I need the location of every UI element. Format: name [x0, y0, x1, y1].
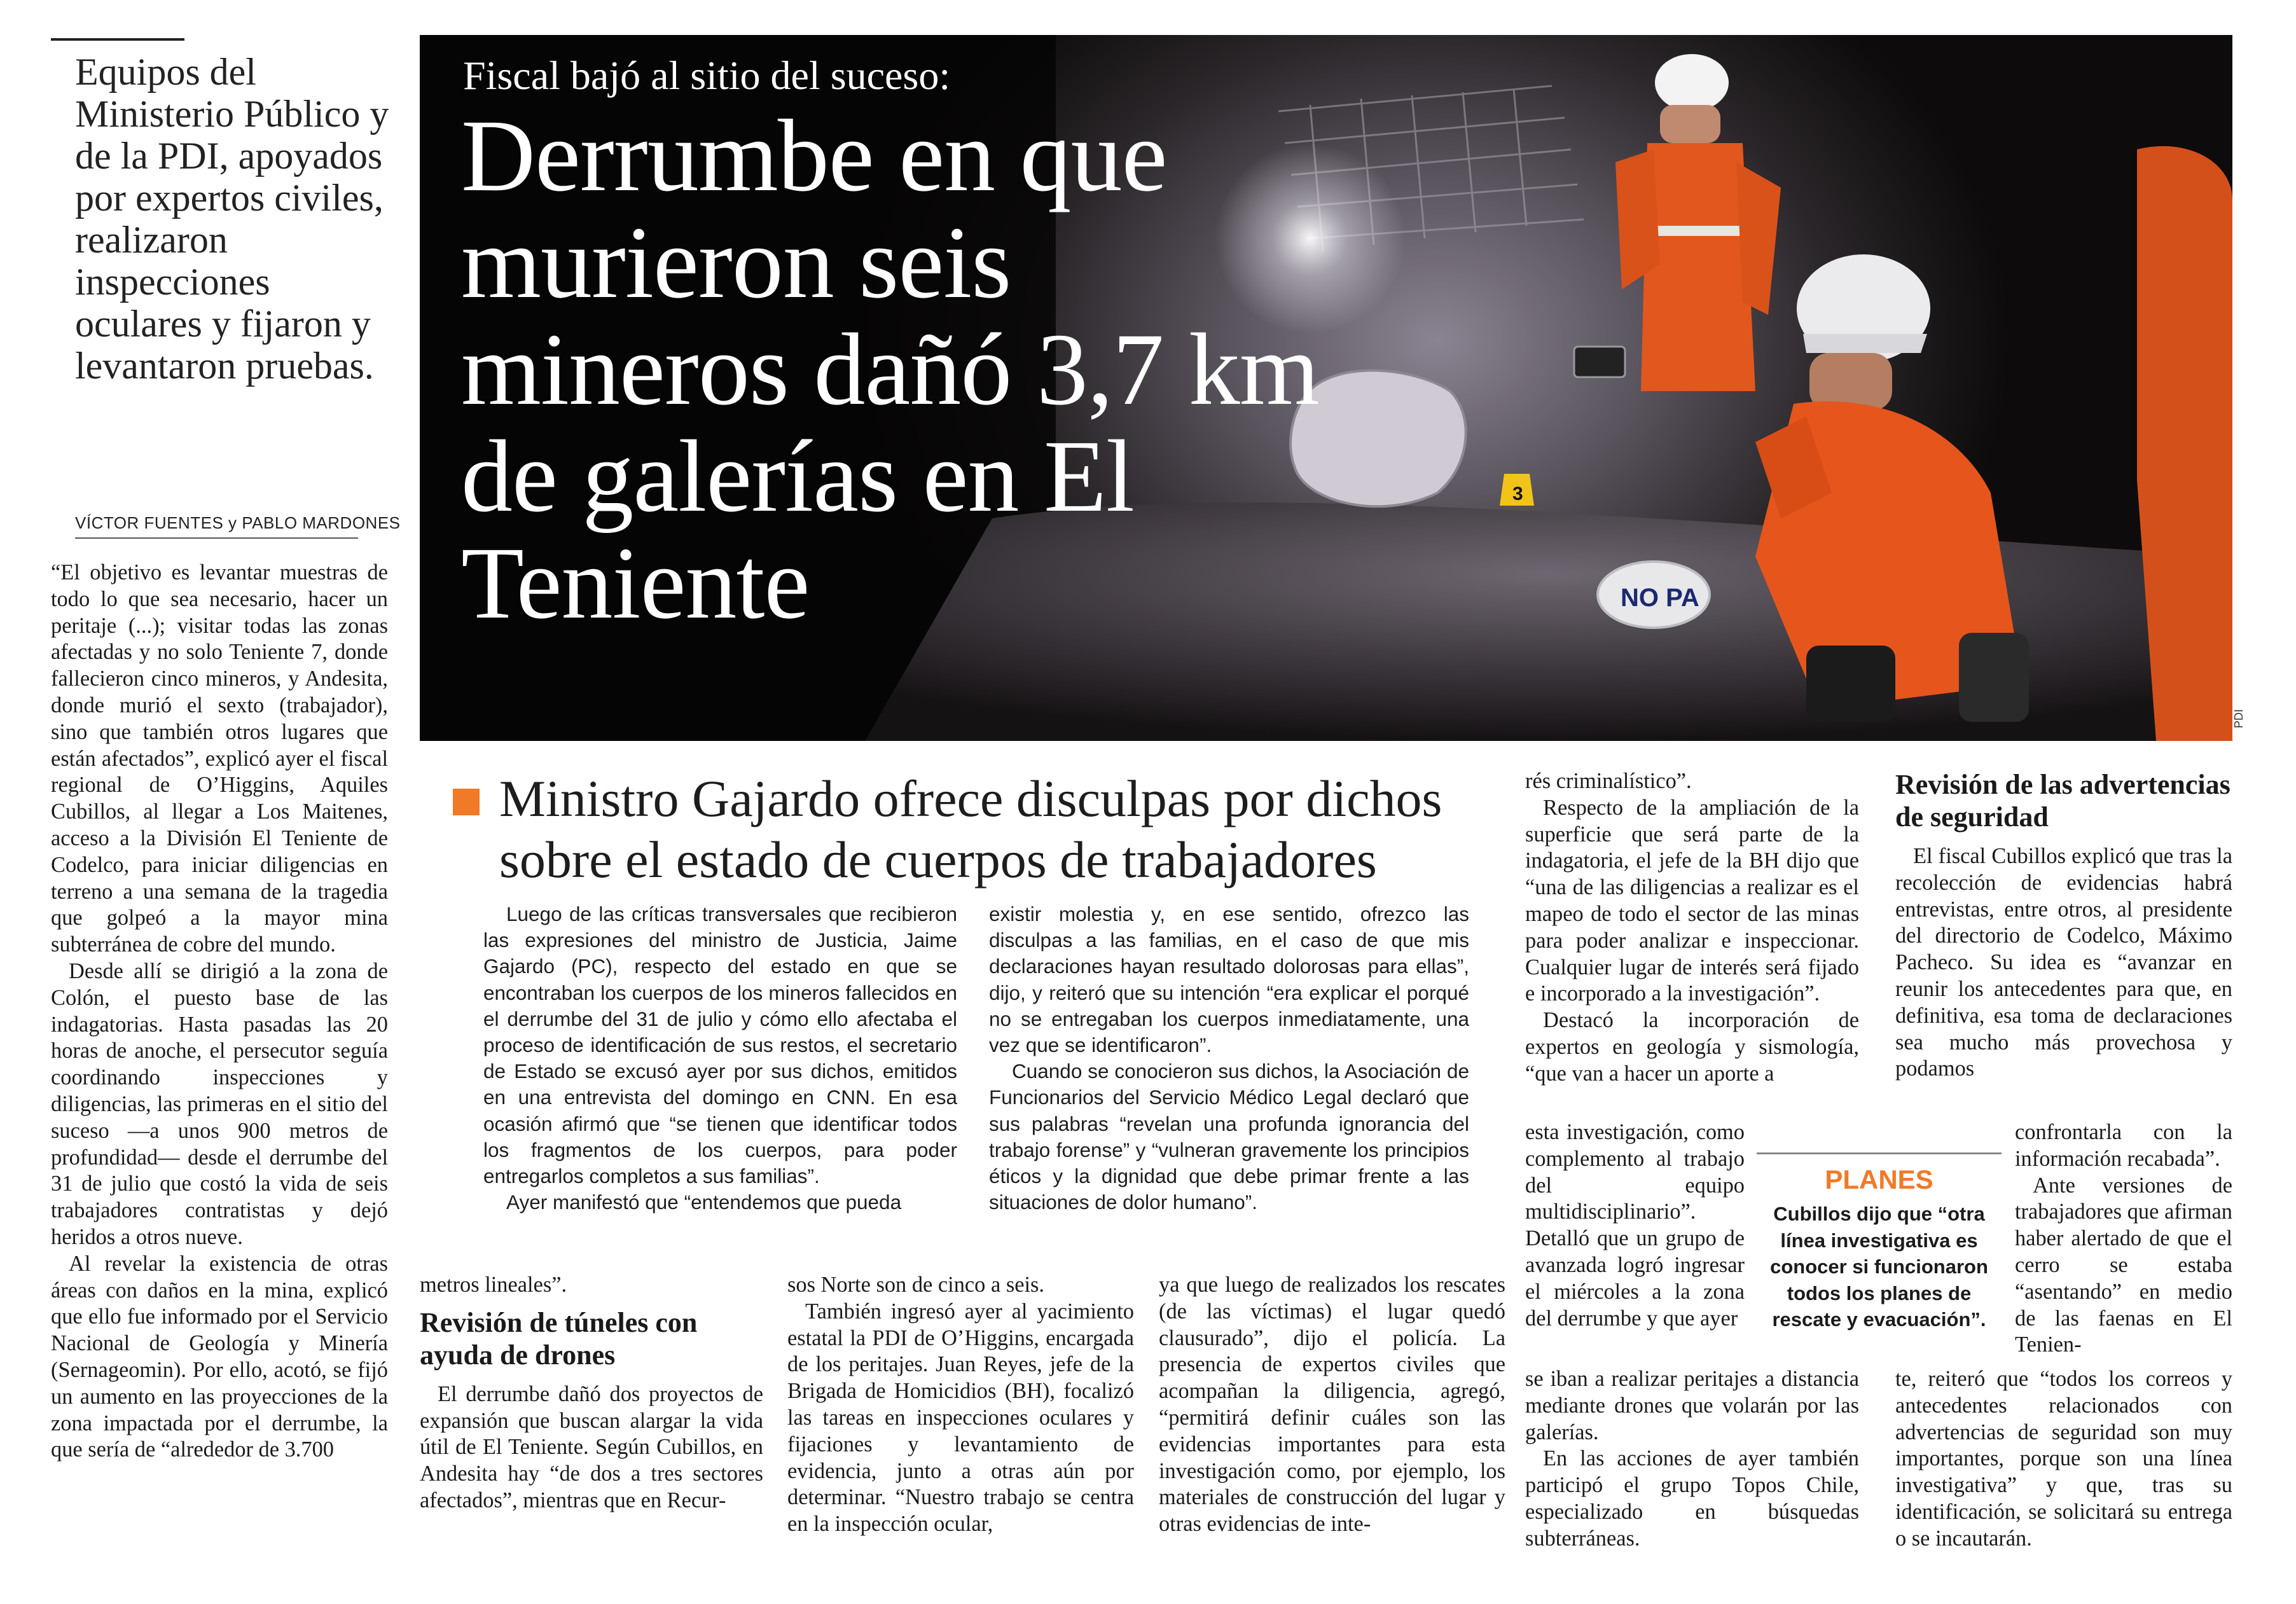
phone-camera [1574, 347, 1625, 377]
crouching-worker [1755, 254, 2029, 722]
main-story-column-d-bottom [1525, 1366, 1859, 1552]
main-story-column-d-wrap [1525, 1119, 1745, 1332]
paragraph: Ante versiones de trabajadores que afirman haber alertado de que el cerro se estaba “asentando” en medio de las faenas en El Tenien- [2015, 1173, 2232, 1357]
main-story-column-e-wrap [2015, 1119, 2232, 1359]
main-story-column-e-top [1895, 768, 2232, 1082]
sidebar-summary: Equipos del Ministerio Público y de la PDI, apoyados por expertos civiles, realizaron inspecciones oculares y fijaron y levantaron pruebas. [75, 51, 389, 387]
main-story-column-e-bottom [1895, 1366, 2232, 1552]
paragraph: sos Norte son de cinco a seis. [787, 1273, 1045, 1297]
headline: Derrumbe en que murieron seis mineros dañó 3,7 km de galerías en El Teniente [461, 99, 1319, 640]
pull-quote-text: Cubillos dijo que “otra línea investigativa es conocer si funcionaron todos los planes de rescate y evacuación”. [1770, 1203, 1988, 1331]
paragraph: Al revelar la existencia de otras áreas con daños en la mina, explicó que ello fue informado por el Servicio Nacional de Geología y Minería (Sernageomin). Por ello, acotó, se fijó un aumento en las proyecciones de la zona impactada por el derrumbe, la que sería de “alrededor de 3.700 [51, 1251, 388, 1462]
main-story-column-c [1159, 1272, 1505, 1538]
main-story-column-a [420, 1272, 763, 1514]
pull-quote-label: PLANES [1825, 1165, 1933, 1194]
paragraph: Luego de las críticas transversales que recibieron las expresiones del ministro de Justicia, Jaime Gajardo (PC), respecto del estado en que se encontraban los cuerpos de los mineros fallecidos en el derrumbe del 31 de julio y cómo ello afectaba el proceso de identificación de sus restos, el secretario de Estado se excusó ayer por sus dichos, emitidos en una entrevista del domingo en CNN. En esa ocasión afirmó que “se tienen que identificar todos los fragmentos de los cuerpos, para poder entregarlos completos a sus familias”. [483, 902, 957, 1188]
kicker: Fiscal bajó al sitio del suceso: [463, 53, 951, 98]
main-story-column-b [787, 1272, 1134, 1538]
paragraph: existir molestia y, en ese sentido, ofrezco las disculpas a las familias, en el caso de que mis declaraciones hayan resultado dolorosas para ellas”, dijo, y reiteró que su intención “era explicar el porqué no se entregaban los cuerpos inmediatamente, una vez que se identificaron”. [989, 902, 1469, 1057]
paragraph: te, reiteró que “todos los correos y antecedentes relacionados con advertencias de seguridad son muy importantes, porque son una línea investigativa” y que, tras su identificación, se solicitará su entrega o se incautarán. [1895, 1367, 2232, 1551]
subhead-warnings: Revisión de las advertencias de seguridad [1895, 769, 2230, 833]
photo-credit: PDI [2232, 709, 2245, 728]
paragraph: Respecto de la ampliación de la superficie que será parte de la indagatoria, el jefe de la BH dijo que “una de las diligencias a realizar es el mapeo de todo el sector de las minas para poder analizar e inspeccionar. Cualquier lugar de interés será fijado e incorporado a la investigación”. [1525, 795, 1859, 1006]
paragraph: “El objetivo es levantar muestras de todo lo que sea necesario, hacer un peritaje (...); visitar todas las zonas afectadas y no solo Teniente 7, donde fallecieron cinco mineros, y Andesita, donde murió el sexto (trabajador), sino que también otros lugares que están afectados”, explicó ayer el fiscal regional de O’Higgins, Aquiles Cubillos, al llegar a Los Maitenes, acceso a la División El Teniente de Codelco, para iniciar diligencias en terreno a una semana de la tragedia que golpeó a la mayor mina subterránea de cobre del mundo. [51, 560, 388, 957]
paragraph: esta investigación, como complemento al trabajo del equipo multidisciplinario”. Detalló que un grupo de avanzada logró ingresar el miércoles a la zona del derrumbe y que ayer [1525, 1120, 1745, 1331]
paragraph: Ayer manifestó que “entendemos que pueda [506, 1191, 902, 1214]
evidence-marker-number: 3 [1512, 483, 1523, 504]
paragraph: ya que luego de realizados los rescates (de las víctimas) el lugar quedó clausurado”, dijo el policía. La presencia de expertos civiles que acompañan la diligencia, agregó, “permitirá definir cuáles son las evidencias importantes para esta investigación como, por ejemplo, los materiales de construcción del lugar y otras evidencias de inte- [1159, 1273, 1505, 1537]
secondary-column-1 [483, 901, 957, 1215]
orange-square-icon [453, 789, 480, 815]
main-story-column-1 [51, 560, 388, 1463]
sidebar-top-rule [51, 38, 184, 41]
paragraph: El derrumbe dañó dos proyectos de expansión que buscan alargar la vida útil de El Teniente. Según Cubillos, en Andesita hay “de dos a tres sectores afectados”, mientras que en Recur- [420, 1381, 763, 1512]
secondary-column-2 [989, 901, 1469, 1215]
partial-worker-right [2137, 146, 2232, 741]
pull-quote-rule [1757, 1152, 2002, 1154]
paragraph: También ingresó ayer al yacimiento estatal la PDI de O’Higgins, encargada de los peritajes. Juan Reyes, jefe de la Brigada de Homicidios (BH), focalizó las tareas en inspecciones oculares y fijaciones y levantamiento de evidencia, junto a otras aún por determinar. “Nuestro trabajo se centra en la inspección ocular, [787, 1299, 1134, 1537]
paragraph: se iban a realizar peritajes a distancia mediante drones que volarán por las galerías. [1525, 1367, 1859, 1444]
byline-rule [75, 537, 358, 539]
police-tape-text: NO PA [1621, 584, 1699, 612]
paragraph: rés criminalístico”. [1525, 769, 1692, 793]
paragraph: El fiscal Cubillos explicó que tras la recolección de evidencias habrá entrevistas, entre otros, al presidente del directorio de Codelco, Máximo Pacheco. Su idea es “avanzar en reunir los antecedentes para que, en definitiva, esa toma de declaraciones sea mucho más provechosa y podamos [1895, 844, 2232, 1081]
paragraph: En las acciones de ayer también participó el grupo Topos Chile, especializado en búsquedas subterráneas. [1525, 1446, 1859, 1551]
paragraph: metros lineales”. [420, 1273, 567, 1297]
main-story-column-d-top [1525, 768, 1859, 1088]
paragraph: Cuando se conocieron sus dichos, la Asociación de Funcionarios del Servicio Médico Legal declaró que sus palabras “revelan una profunda ignorancia del trabajo forense” y “vulneran gravemente los principios éticos y la dignidad que debe primar frente a las situaciones de dolor humano”. [989, 1060, 1469, 1214]
subhead-drones: Revisión de túneles con ayuda de drones [420, 1306, 698, 1371]
byline: VÍCTOR FUENTES y PABLO MARDONES [75, 513, 401, 532]
paragraph: confrontarla con la información recabada”. [2015, 1120, 2232, 1171]
secondary-headline: Ministro Gajardo ofrece disculpas por dichos sobre el estado de cuerpos de trabajadores [499, 770, 1442, 888]
paragraph: Destacó la incorporación de expertos en geología y sismología, “que van a hacer un aporte a [1525, 1008, 1859, 1086]
paragraph: Desde allí se dirigió a la zona de Colón, el puesto base de las indagatorias. Hasta pasadas las 20 horas de anoche, el persecutor seguía coordinando inspecciones y diligencias, las primeras en el sitio del suceso —a unos 900 metros de profundidad— desde el derrumbe del 31 de julio que costó la vida de seis trabajadores contratistas y dejó heridos a otros nueve. [51, 958, 388, 1249]
standing-worker [1615, 54, 1781, 391]
